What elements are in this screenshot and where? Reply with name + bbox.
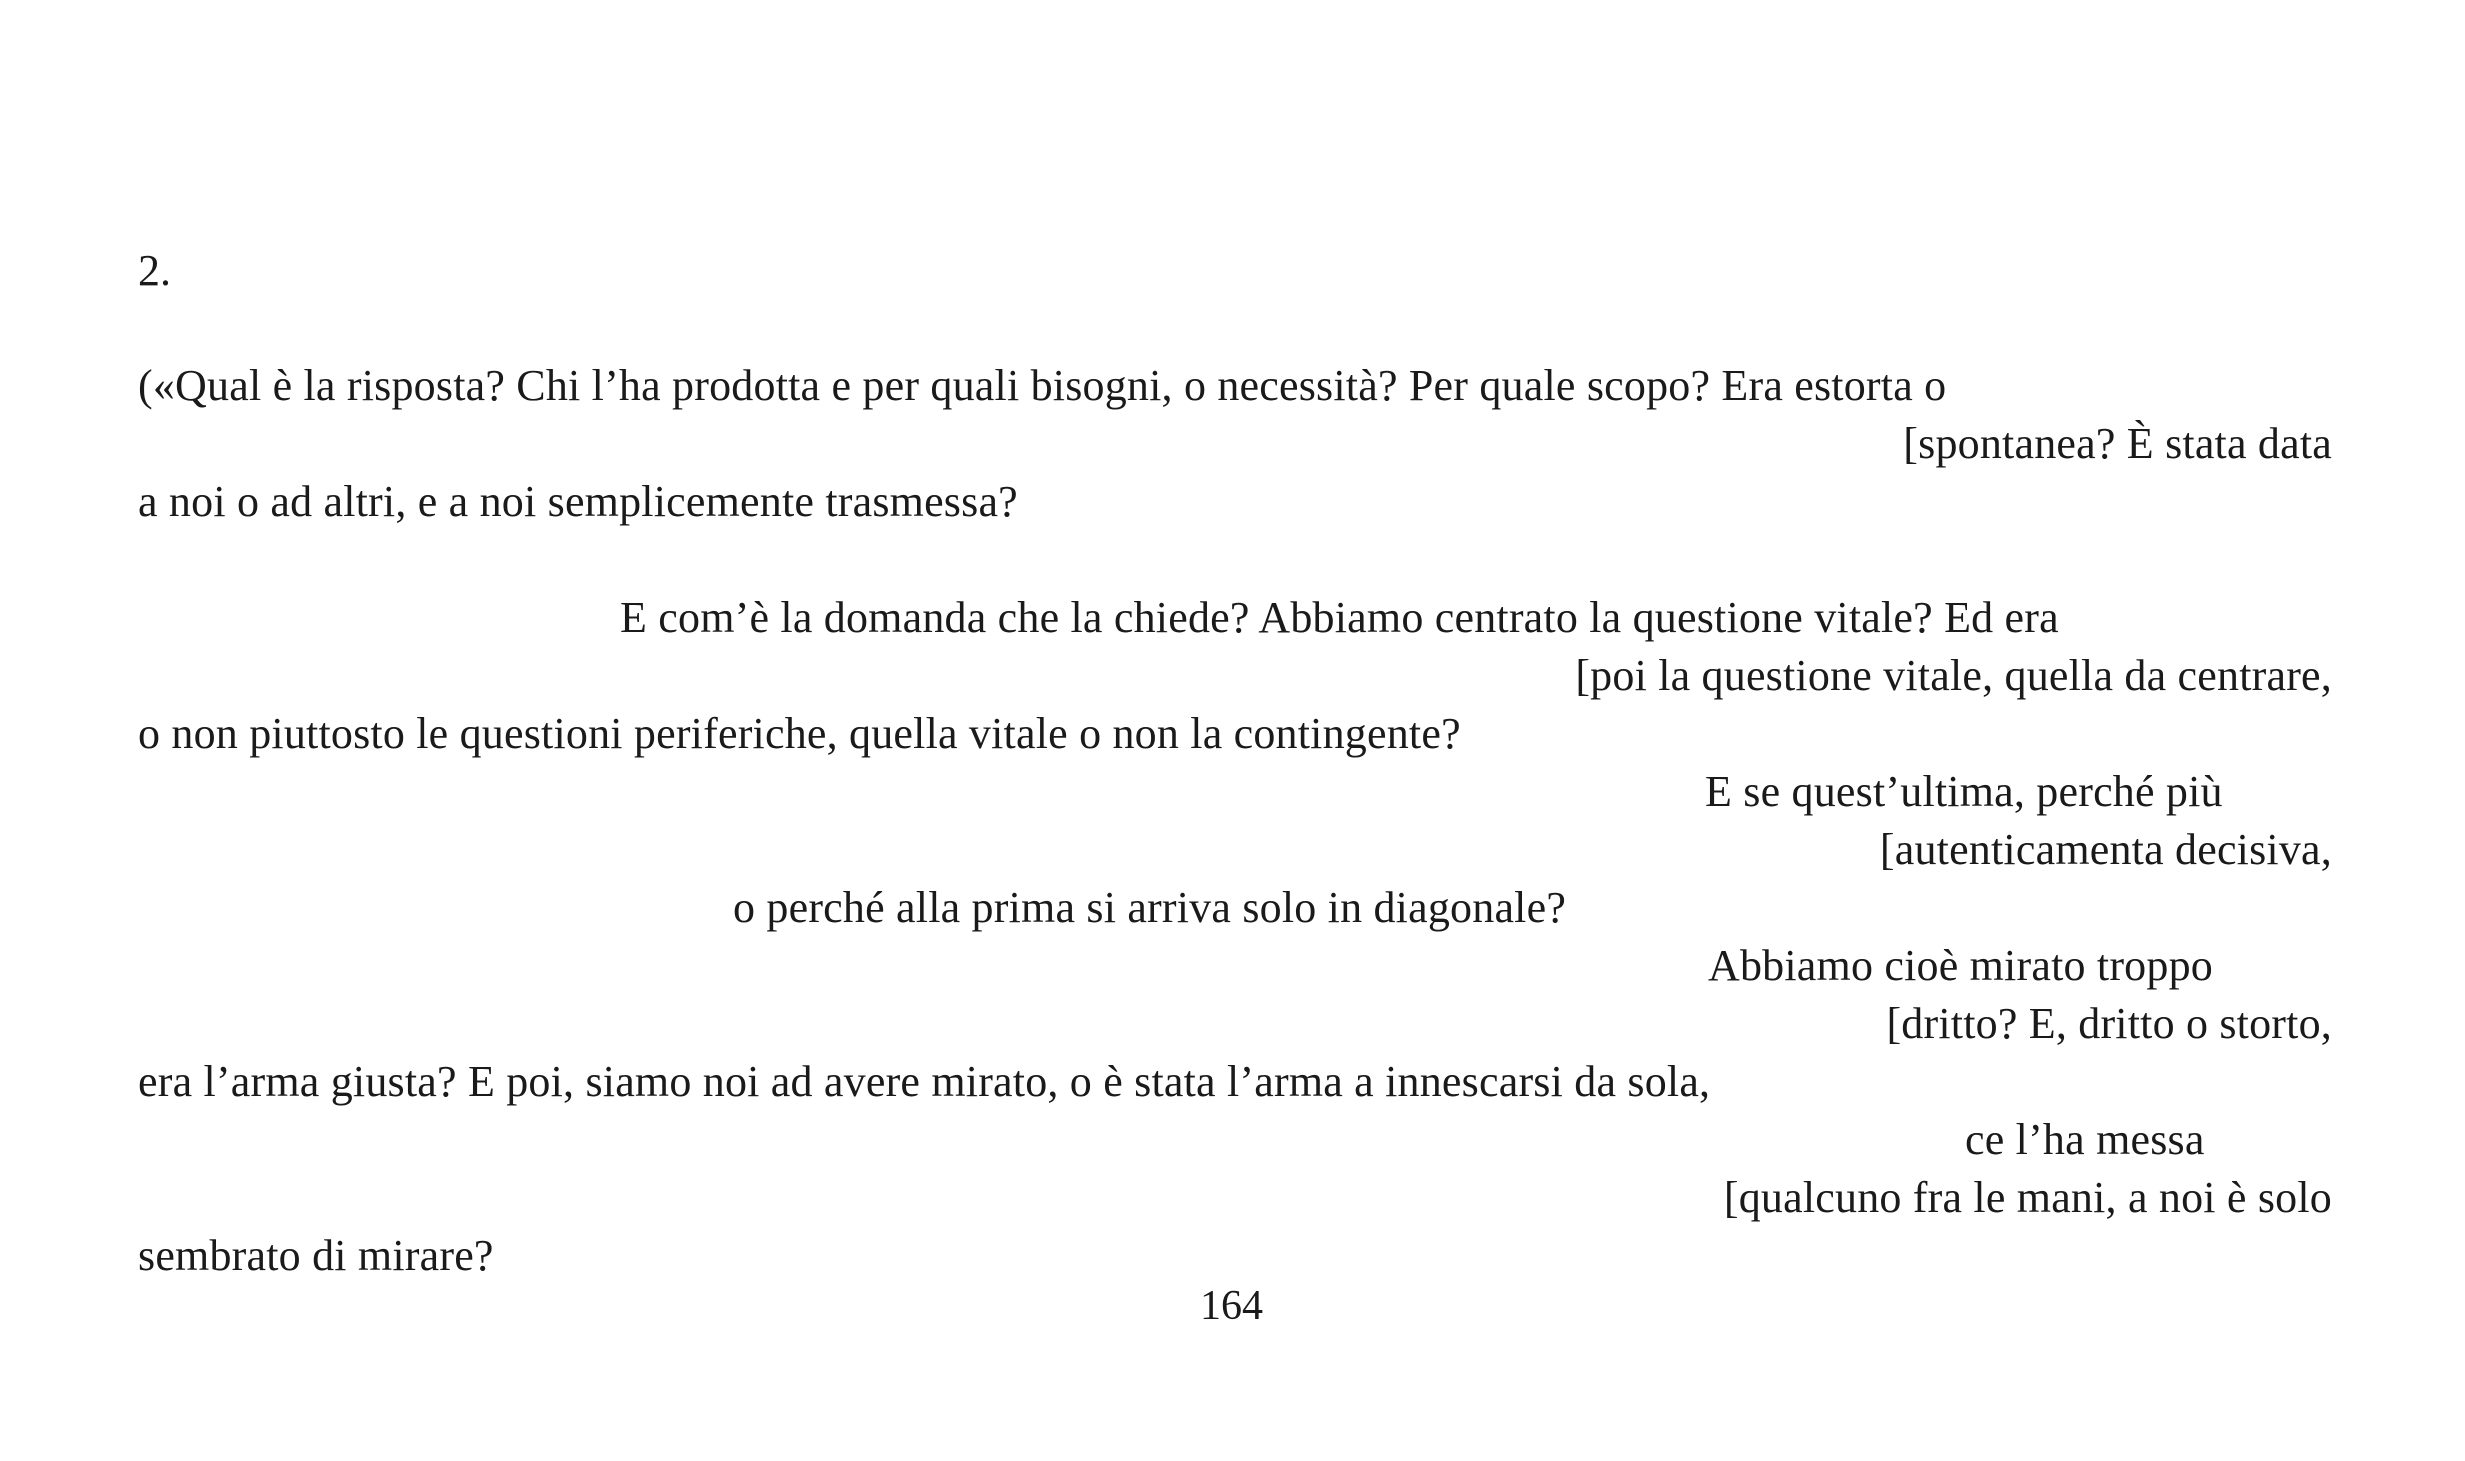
poem-line: E se quest’ultima, perché più	[1705, 767, 2223, 816]
poem-line: [poi la questione vitale, quella da centrare,	[1575, 651, 2332, 700]
poem-line: sembrato di mirare?	[138, 1231, 494, 1280]
poem-line: E com’è la domanda che la chiede? Abbiamo centrato la questione vitale? Ed era	[620, 593, 2059, 642]
poem-line: [spontanea? È stata data	[1903, 419, 2332, 468]
poem-line: era l’arma giusta? E poi, siamo noi ad avere mirato, o è stata l’arma a innescarsi da sola,	[138, 1057, 1711, 1106]
poem-line: («Qual è la risposta? Chi l’ha prodotta e per quali bisogni, o necessità? Per quale scopo? Era estorta o	[138, 361, 1947, 410]
poem-line: [dritto? E, dritto o storto,	[1886, 999, 2332, 1048]
page-number: 164	[1200, 1283, 1263, 1329]
poem-line: o perché alla prima si arriva solo in diagonale?	[733, 883, 1567, 932]
poem-line: o non piuttosto le questioni periferiche, quella vitale o non la contingente?	[138, 709, 1461, 758]
section-number: 2.	[138, 246, 171, 295]
poem-line: ce l’ha messa	[1965, 1115, 2205, 1164]
poem-line: Abbiamo cioè mirato troppo	[1708, 941, 2213, 990]
poem-line: [autenticamenta decisiva,	[1879, 825, 2332, 874]
poem-line: a noi o ad altri, e a noi semplicemente trasmessa?	[138, 477, 1018, 526]
poem-line: [qualcuno fra le mani, a noi è solo	[1723, 1173, 2332, 1222]
